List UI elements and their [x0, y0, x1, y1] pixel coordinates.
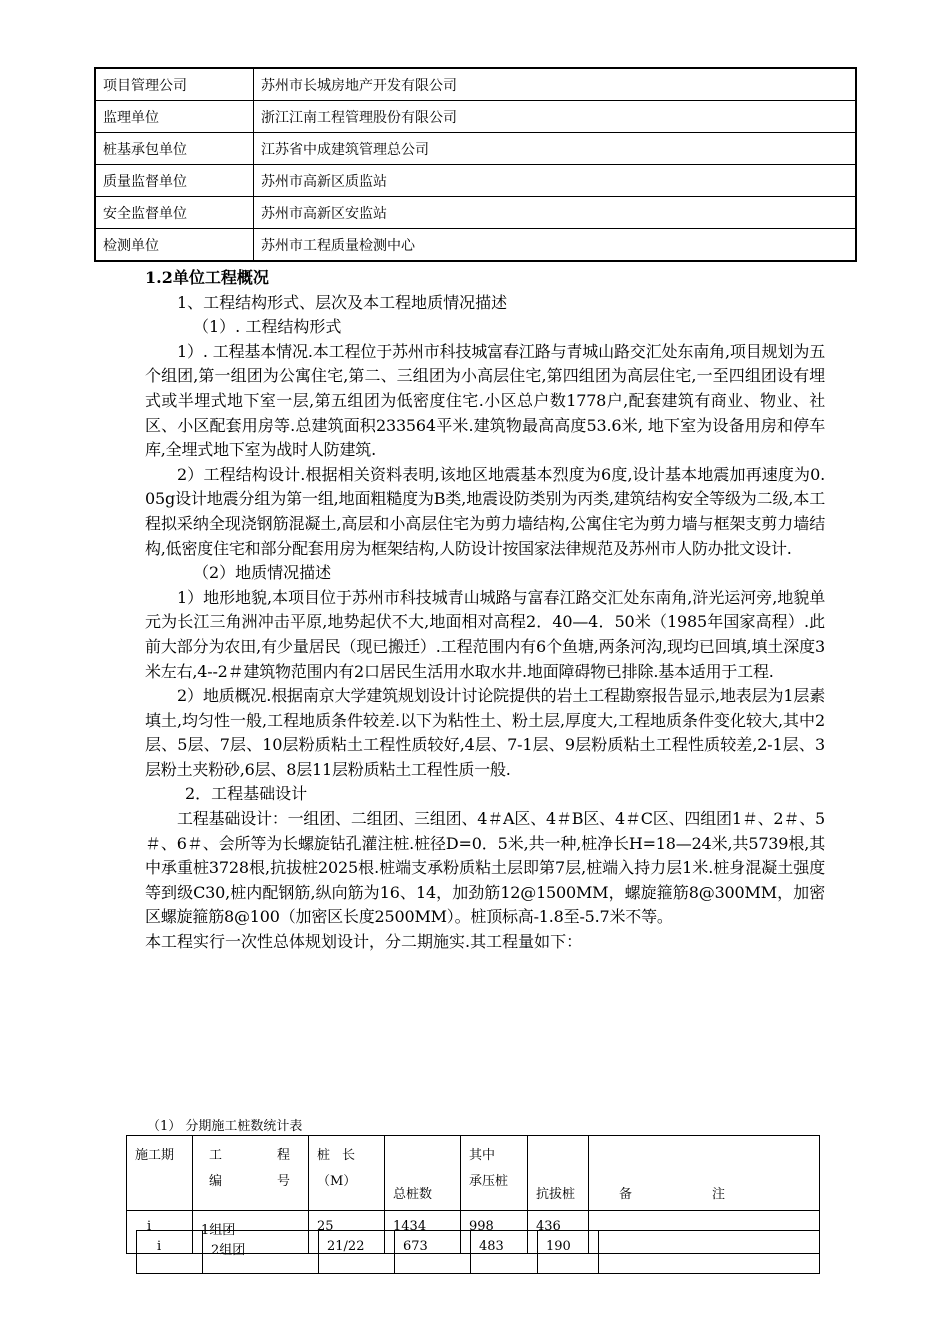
table-row [95, 133, 856, 165]
table-row [95, 165, 856, 197]
paragraph: 工程基础设计：一组团、二组团、三组团、4＃A区、4＃B区、4＃C区、四组团1＃、2＃、5＃、6＃、会所等为长螺旋钻孔灌注桩.桩径D=0．5米,共一种,桩净长H=18—24米,共5739根,其中承重桩3728根,抗拔桩2025根.桩端支承粉质粘土层即第7层,桩端入持力层1米.桩身混凝土强度等到级C30,桩内配钢筋,纵向筋为16、14，加劲筋12@1500MM，螺旋箍筋8@300MM，加密区螺旋箍筋8@100（加密区长度2500MM）。桩顶标高-1.8至-5.7米不等。 [145, 809, 825, 927]
header-uplift: 抗拔桩 [528, 1136, 589, 1211]
cell-total: 673 [395, 1231, 471, 1274]
info-label: 监理单位 [95, 101, 254, 133]
cell-phase: i [127, 1211, 193, 1254]
header-project-c: 编 [209, 1174, 223, 1189]
table-row [95, 101, 856, 133]
header-bearing [461, 1136, 528, 1211]
pile-count-table-continued [136, 1230, 820, 1274]
table-row [95, 197, 856, 229]
paragraph: 2）工程结构设计.根据相关资料表明,该地区地震基本烈度为6度,设计基本地震加再速度为0. 05g设计地震分组为第一组,地面粗糙度为B类,地震设防类别为丙类,建筑结构安全等级为二级,本工程拟采纳全现浇钢筋混凝土,高层和小高层住宅为剪力墙结构,公寓住宅为剪力墙与框架支剪力墙结构,低密度住宅和部分配套用房为框架结构,人防设计按国家法律规范及苏州市人防办批文设计. [145, 464, 825, 558]
header-bearing-a: 其中 [469, 1148, 496, 1163]
info-value: 浙江江南工程管理股份有限公司 [254, 101, 857, 133]
cell-note [599, 1231, 820, 1274]
header-project [193, 1136, 309, 1211]
header-phase: 施工期 [127, 1136, 193, 1211]
info-value: 苏州市高新区质监站 [254, 165, 857, 197]
section-body [145, 266, 825, 955]
header-project-a: 工 [209, 1148, 223, 1163]
header-bearing-b: 承压桩 [469, 1174, 509, 1189]
cell-project: 2组团 [203, 1231, 319, 1274]
table-caption: （1） 分期施工桩数统计表 [147, 1119, 303, 1134]
table-row [95, 229, 856, 262]
subheading: 1、工程结构形式、层次及本工程地质情况描述 [177, 292, 508, 312]
cell-total: 1434 [385, 1211, 461, 1254]
header-project-b: 程 [276, 1148, 290, 1163]
section-heading: 1.2单位工程概况 [145, 268, 269, 287]
info-label: 项目管理公司 [95, 68, 254, 101]
unit-info-table [94, 67, 857, 262]
cell-bearing: 483 [471, 1231, 538, 1274]
paragraph: 2）地质概况.根据南京大学建筑规划设计讨论院提供的岩土工程勘察报告显示,地表层为1层素填土,均匀性一般,工程地质条件较差.以下为粘性土、粉土层,厚度大,工程地质条件变化较大,其中2层、5层、7层、10层粉质粘土工程性质较好,4层、7-1层、9层粉质粘土工程性质较差,2-1层、3层粉土夹粉砂,6层、8层11层粉质粘土工程性质一般. [145, 686, 825, 779]
cell-length: 21/22 [319, 1231, 395, 1274]
paragraph: 本工程实行一次性总体规划设计，分二期施实.其工程量如下： [145, 932, 583, 952]
info-label: 安全监督单位 [95, 197, 254, 229]
table-row [95, 68, 856, 101]
cell-phase: i [137, 1231, 203, 1274]
cell-length: 25 [309, 1211, 385, 1254]
info-label: 检测单位 [95, 229, 254, 262]
paragraph: 1）. 工程基本情况.本工程位于苏州市科技城富春江路与青城山路交汇处东南角,项目规划为五个组团,第一组团为公寓住宅,第二、三组团为小高层住宅,第四组团为高层住宅,一至四组团设有埋式或半埋式地下室一层,第五组团为低密度住宅.小区总户数1778户,配套建筑有商业、物业、社区、小区配套用房等.总建筑面积233564平米.建筑物最高高度53.6米, 地下室为设备用房和停车库,全埋式地下室为战时人防建筑. [145, 341, 825, 460]
info-value: 江苏省中成建筑管理总公司 [254, 133, 857, 165]
header-note-b: 注 [711, 1187, 725, 1202]
cell-bearing: 998 [461, 1211, 528, 1254]
header-total: 总桩数 [385, 1136, 461, 1211]
header-length [309, 1136, 385, 1211]
info-value: 苏州市长城房地产开发有限公司 [254, 68, 857, 101]
table-header-row [127, 1136, 820, 1211]
header-note [589, 1136, 820, 1211]
header-project-d: 号 [276, 1174, 290, 1189]
subheading: （1）. 工程结构形式 [193, 317, 342, 337]
table-row [137, 1231, 820, 1274]
info-value: 苏州市工程质量检测中心 [254, 229, 857, 262]
paragraph: 1）地形地貌,本项目位于苏州市科技城青山城路与富春江路交汇处东南角,浒光运河旁,地貌单元为长江三角洲冲击平原,地势起伏不大,地面相对高程2．40—4．50米（1985年国家高程）.此前大部分为农田,有少量居民（现已搬迁）.工程范围内有6个鱼塘,两条河沟,现均已回填,填土深度3米左右,4--2＃建筑物范围内有2口居民生活用水取水井.地面障碍物已排除.基本适用于工程. [145, 587, 825, 681]
info-label: 质量监督单位 [95, 165, 254, 197]
header-length-unit: （M） [317, 1174, 357, 1189]
cell-project: 1组团 [193, 1211, 309, 1254]
info-label: 桩基承包单位 [95, 133, 254, 165]
header-length-a: 桩 [317, 1148, 331, 1163]
subheading: 2．工程基础设计 [185, 784, 308, 804]
cell-uplift: 436 [528, 1211, 589, 1254]
cell-uplift: 190 [538, 1231, 599, 1274]
info-value: 苏州市高新区安监站 [254, 197, 857, 229]
header-length-b: 长 [342, 1148, 356, 1163]
subheading: （2）地质情况描述 [193, 563, 332, 583]
header-note-a: 备 [619, 1187, 633, 1202]
